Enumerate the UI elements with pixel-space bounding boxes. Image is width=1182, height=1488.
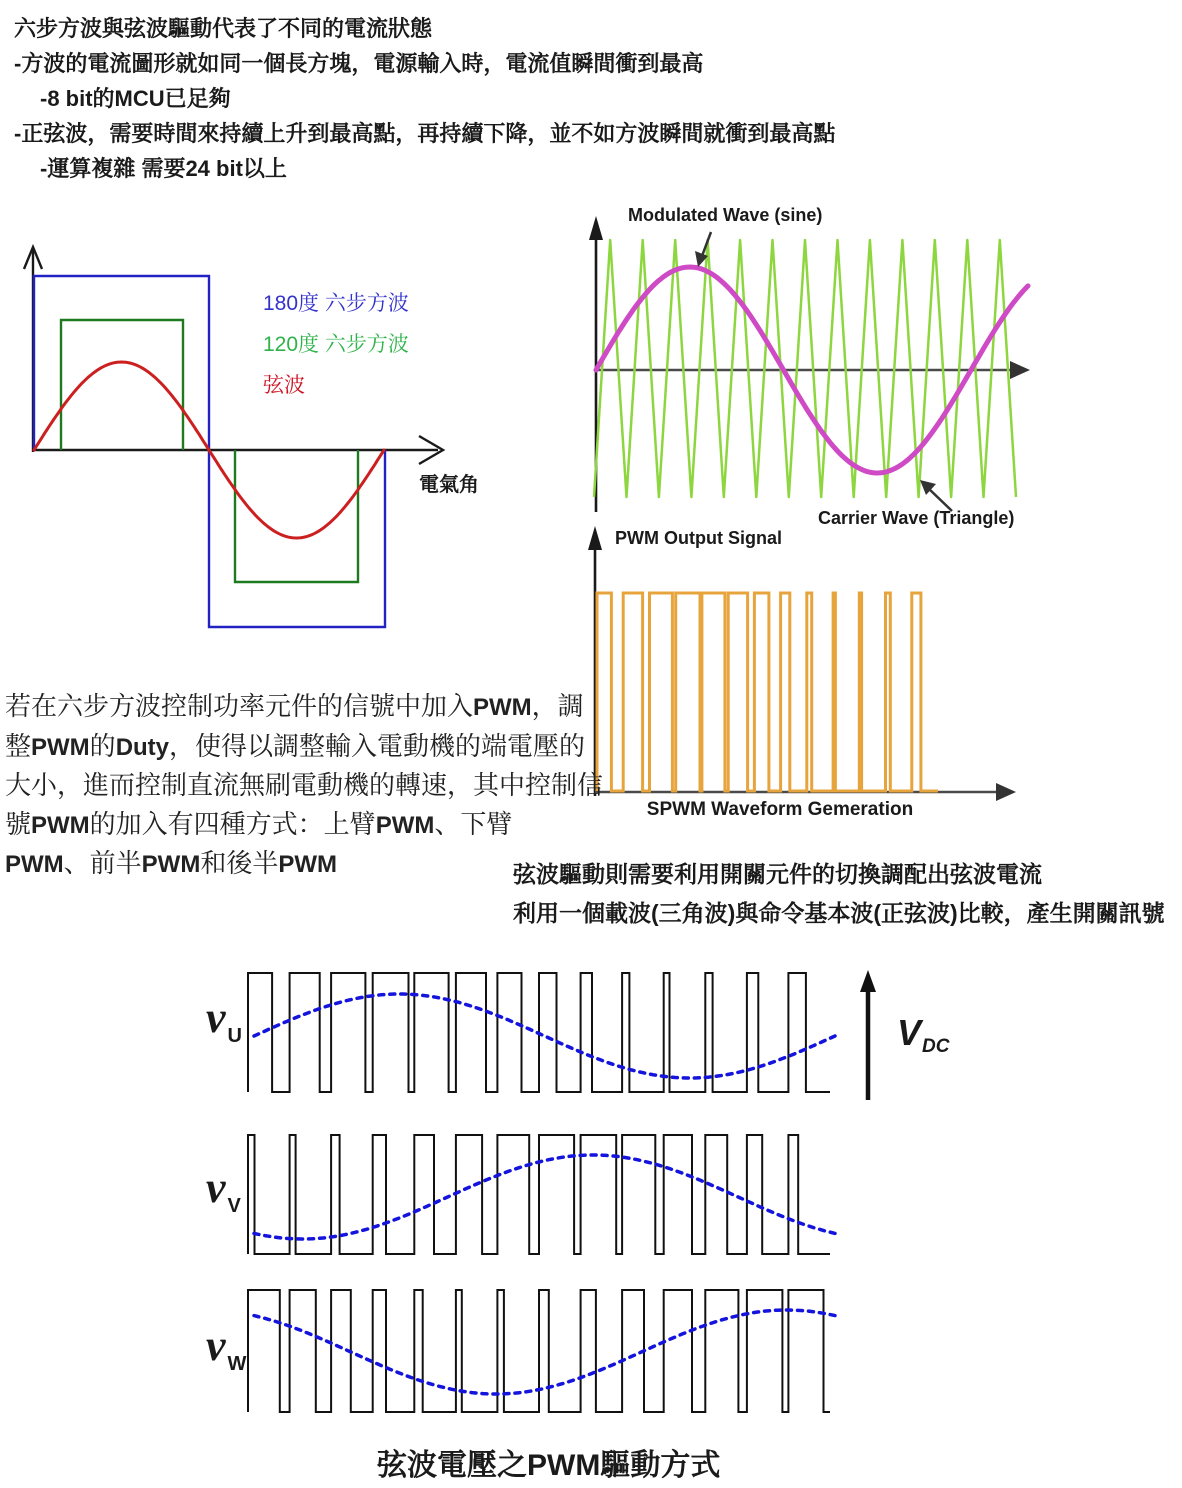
- phase-v-subscript: V: [227, 1195, 241, 1217]
- intro-line-1: 六步方波與弦波驅動代表了不同的電流狀態: [14, 16, 433, 41]
- spwm-caption: SPWM Waveform Gemeration: [646, 799, 914, 820]
- phase-w-symbol: v: [206, 1321, 226, 1370]
- paragraph-line-4: 號PWM的加入有四種方式：上臂PWM、下臂: [5, 809, 513, 839]
- pwm-output-figure: [560, 520, 1182, 820]
- phase-v-symbol: v: [206, 1163, 226, 1212]
- phase-u-symbol: v: [206, 993, 226, 1042]
- pwm-paragraph: [5, 688, 604, 885]
- phase-u-subscript: U: [227, 1025, 242, 1047]
- y-axis-arrow-icon: [589, 216, 603, 240]
- vdc-subscript: DC: [922, 1036, 950, 1057]
- threephase-caption: 弦波電壓之PWM驅動方式: [377, 1449, 721, 1482]
- x-axis-arrow-icon: [1010, 361, 1030, 379]
- modulated-wave-label: Modulated Wave (sine): [628, 205, 823, 225]
- threephase-pwm-figure: [180, 960, 1182, 1440]
- intro-line-5: -運算複雜 需要24 bit以上: [40, 156, 287, 181]
- intro-line-3: -8 bit的MCU已足夠: [40, 86, 231, 111]
- legend-item-1: 180度 六步方波: [263, 292, 409, 315]
- y-axis-arrow-icon: [588, 526, 602, 550]
- paragraph-line-1: 若在六步方波控制功率元件的信號中加入PWM，調: [5, 692, 584, 721]
- carrier-wave-label: Carrier Wave (Triangle): [818, 508, 1015, 528]
- phase-w-pulse-train-path: [248, 1290, 830, 1412]
- vdc-symbol: V: [897, 1012, 922, 1053]
- spwm-comparison-figure: [560, 200, 1182, 535]
- sine-drive-line2: 利用一個載波(三角波)與命令基本波(正弦波)比較，產生開關訊號: [513, 900, 1165, 926]
- phase-w-subscript: W: [227, 1353, 247, 1375]
- vdc-arrowhead-icon: [860, 970, 876, 992]
- sine-drive-text: [513, 855, 1165, 933]
- intro-line-2: -方波的電流圖形就如同一個長方塊，電源輸入時，電流值瞬間衝到最高: [14, 51, 704, 76]
- intro-line-4: -正弦波，需要時間來持續上升到最高點，再持續下降，並不如方波瞬間就衝到最高點: [14, 121, 836, 146]
- pwm-output-signal-label: PWM Output Signal: [615, 528, 782, 548]
- legend-item-3: 弦波: [263, 374, 305, 397]
- sixstep-legend: [263, 283, 409, 406]
- phase-u-label: [206, 993, 242, 1058]
- paragraph-line-5: PWM、前半PWM和後半PWM: [5, 849, 337, 878]
- legend-item-2: 120度 六步方波: [263, 333, 409, 356]
- phase-v-label: [206, 1163, 241, 1228]
- pwm-pulse-train-path: [597, 593, 938, 791]
- sine-drive-line1: 弦波驅動則需要利用開關元件的切換調配出弦波電流: [513, 861, 1042, 887]
- electrical-angle-label: 電氣角: [419, 474, 479, 496]
- phase-w-label: [206, 1321, 247, 1386]
- intro-text-block: [14, 11, 835, 186]
- paragraph-line-3: 大小，進而控制直流無刷電動機的轉速，其中控制信: [5, 771, 604, 800]
- vdc-label: [897, 1012, 950, 1065]
- paragraph-line-2: 整PWM的Duty，使得以調整輸入電動機的端電壓的: [5, 731, 586, 761]
